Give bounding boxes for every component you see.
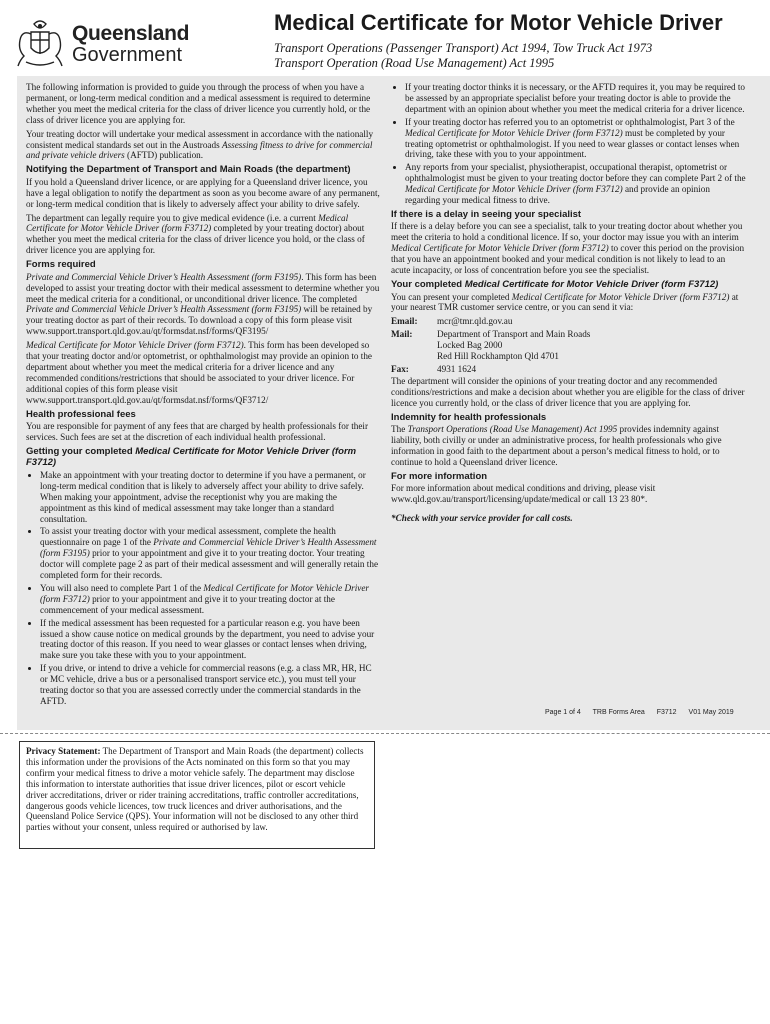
page-number: Page 1 of 4 bbox=[545, 709, 581, 716]
delay-paragraph: If there is a delay before you can see a specialist, talk to your treating doctor about whether you meet the criteria to hold a conditional licence. If so, your doctor may issue you with an interim Medical Certificate for Motor Vehicle Driver (form F3712) to cover this period on the provision that you have an appointment booked and your medical condition is not likely to lead to an acute incapacity, or loss of concentration before you see the specialist. bbox=[391, 221, 745, 276]
list-item: • If the medical assessment has been requested for a particular reason e.g. you have been issued a show cause notice on medical grounds by the department, you need to advise your treating doctor of this reason. If you need to wear glasses or contact lenses when driving, make sure you take these with you to your appointment. bbox=[40, 618, 381, 662]
queensland-government-logo bbox=[14, 16, 194, 70]
fax-value: 4931 1624 bbox=[437, 363, 477, 374]
consider-paragraph: The department will consider the opinions of your treating doctor and any recommended conditions/restrictions and make a decision about whether you are eligible for the class of driver licence you currently hold, or the class of driver licence that you are applying for. bbox=[391, 375, 745, 408]
list-item: • You will also need to complete Part 1 of the Medical Certificate for Motor Vehicle Driver (form F3712) prior to your appointment and give it to your treating doctor at the commencement of your medical assessment. bbox=[40, 583, 381, 616]
heading-delay: If there is a delay in seeing your specialist bbox=[391, 208, 582, 220]
act-references bbox=[274, 41, 652, 70]
contact-fax bbox=[391, 364, 746, 375]
heading-getting-certificate: Getting your completed Medical Certificate for Motor Vehicle Driver (form F3712) bbox=[26, 445, 357, 469]
list-item: • Make an appointment with your treating doctor to determine if you have a permanent, or long-term medical condition that is likely to adversely affect your ability to drive safely. When making your appointment, advise the receptionist why you are making the appointment as this kind of medical assessment may take longer than a standard consultation. bbox=[40, 470, 381, 525]
fax-label: Fax: bbox=[391, 363, 409, 374]
form-number: F3712 bbox=[656, 709, 677, 716]
mail-label: Mail: bbox=[391, 329, 413, 340]
getting-steps-list bbox=[26, 470, 381, 707]
heading-forms-required: Forms required bbox=[26, 259, 96, 271]
heading-indemnity: Indemnity for health professionals bbox=[391, 411, 547, 423]
contact-mail bbox=[391, 329, 746, 362]
mail-address: Department of Transport and Main Roads Locked Bag 2000 Red Hill Rockhampton Qld 4701 bbox=[437, 329, 591, 362]
heading-more-info: For more information bbox=[391, 470, 488, 482]
heading-fees: Health professional fees bbox=[26, 408, 136, 420]
logo-government: Government bbox=[72, 44, 183, 66]
more-info-paragraph: For more information about medical conditions and driving, please visit www.qld.gov.au/transport/licensing/update/medical or call 13 23 80*. bbox=[391, 483, 656, 505]
notify-paragraph-2: The department can legally require you to give medical evidence (i.e. a current Medical Certificate for Motor Vehicle Driver (form F3712) completed by your treating doctor) about whether you meet the medical criteria for the class of driver licence you hold, or the class of driver licence you are applying for. bbox=[26, 212, 365, 256]
privacy-text: The Department of Transport and Main Roads (the department) collects this information under the provisions of the Acts nominated on this form so that you may confirm your medical fitness to drive a motor vehicle safely. The department may disclose this information to interstate authorities that issue driver licences, pilot or escort vehicle driver accreditations, driver or rider training accreditations, traffic controller accreditations, dangerous goods vehicle licences, tow truck licences and driver authorisations, and the Queensland Police Service (QPS). Your information will not be disclosed to any other third parties without your consent, unless required or authorised by law. bbox=[26, 746, 364, 833]
act-line-1: Transport Operations (Passenger Transport) Act 1994, Tow Truck Act 1973 bbox=[274, 41, 653, 55]
left-column bbox=[26, 82, 381, 709]
privacy-statement bbox=[19, 741, 375, 849]
list-item: • If your treating doctor thinks it is necessary, or the AFTD requires it, you may be required to be assessed by an appropriate specialist before your treating doctor is able to provide the department with an opinion about whether you meet the medical criteria for a driver licence. bbox=[405, 82, 746, 115]
logo-queensland: Queensland bbox=[72, 22, 190, 45]
forms-paragraph-2: Medical Certificate for Motor Vehicle Driver (form F3712). This form has been developed so that your treating doctor and/or optometrist, or ophthalmologist may provide an opinion to the department about whether you meet the medical criteria for a driver licence and any recommended conditions/restrictions that should be associated to your driver licence. For additional copies of this form please visit www.support.transport.qld.gov.au/qt/formsdat.nsf/forms/QF3712/ bbox=[26, 340, 372, 405]
heading-notifying: Notifying the Department of Transport and Main Roads (the department) bbox=[26, 164, 351, 176]
privacy-label: Privacy Statement: bbox=[26, 746, 101, 756]
indemnity-paragraph: The Transport Operations (Road Use Management) Act 1995 provides indemnity against liability, both civilly or under an administrative process, for health professionals who give information in good faith to the department about a person’s medical fitness to hold, or to continue to hold a Queensland driver licence. bbox=[391, 424, 722, 467]
forms-area: TRB Forms Area bbox=[592, 709, 645, 716]
list-item: • If you drive, or intend to drive a vehicle for commercial reasons (e.g. a class MR, HR, HC or MC vehicle, drive a bus or a personalised transport service etc.), you must tell your treating doctor so that you are assessed correctly under the commercial standards in the AFTD. bbox=[40, 663, 381, 707]
form-version: V01 May 2019 bbox=[688, 709, 734, 716]
page-footer bbox=[545, 709, 744, 716]
forms-paragraph-1: Private and Commercial Vehicle Driver’s Health Assessment (form F3195). This form has been developed to assist your treating doctor with their medical assessment to determine whether you meet the medical criteria for a conditional, or unconditional driver licence. The completed Private and Commercial Vehicle Driver’s Health Assessment (form F3195) will be retained by your treating doctor as part of their records. To download a copy of this form please visit www.support.transport.qld.gov.au/qt/formsdat.nsf/forms/QF3195/ bbox=[26, 271, 380, 337]
email-value[interactable]: mcr@tmr.qld.gov.au bbox=[437, 316, 513, 327]
list-item: • To assist your treating doctor with your medical assessment, complete the health questionnaire on page 1 of the Private and Commercial Vehicle Driver’s Health Assessment (form F3195) prior to your appointment and give it to your treating doctor. Your treating doctor will complete page 2 as part of their medical assessment and will generally retain the completed form for their records. bbox=[40, 526, 381, 581]
intro-paragraph-1: The following information is provided to guide you through the process of when you have a permanent, or long-term medical condition and a medical assessment is required to determine whether you meet the medical criteria for the class of driver licence you currently hold, or the class of driver licence you are applying for. bbox=[26, 82, 371, 125]
notify-paragraph-1: If you hold a Queensland driver licence, or are applying for a Queensland driver licence, you have a legal obligation to notify the department as soon as you become aware of any permanent, or long-term medical condition that is likely to adversely affect your ability to drive safely. bbox=[26, 176, 380, 209]
heading-completed-certificate: Your completed Medical Certificate for Motor Vehicle Driver (form F3712) bbox=[391, 279, 719, 290]
fees-paragraph: You are responsible for payment of any fees that are charged by health professionals for their services. Such fees are set at the discretion of each individual health professional. bbox=[26, 421, 369, 442]
contact-email bbox=[391, 316, 746, 327]
list-item: • If your treating doctor has referred you to an optometrist or ophthalmologist, Part 3 of the Medical Certificate for Motor Vehicle Driver (form F3712) must be completed by your treating optometrist or ophthalmologist. If you need to wear glasses or contact lenses when driving, take these with you to your appointment. bbox=[405, 117, 746, 161]
right-column bbox=[391, 82, 746, 527]
intro-paragraph-2: Your treating doctor will undertake your medical assessment in accordance with the nationally consistent medical standards set out in the Austroads Assessing fitness to drive for commercial and private vehicle drivers (AFTD) publication. bbox=[26, 128, 374, 161]
act-line-2: Transport Operation (Road Use Management) Act 1995 bbox=[274, 55, 555, 70]
completed-paragraph: You can present your completed Medical Certificate for Motor Vehicle Driver (form F3712) at your nearest TMR customer service centre, or you can send it via: bbox=[391, 291, 739, 313]
coat-of-arms-icon bbox=[14, 16, 66, 70]
email-label: Email: bbox=[391, 316, 418, 327]
page-title: Medical Certificate for Motor Vehicle Driver bbox=[274, 10, 723, 35]
list-item: • Any reports from your specialist, physiotherapist, occupational therapist, optometrist or ophthalmologist must be given to your treating doctor before they can complete Part 2 of the Medical Certificate for Motor Vehicle Driver (form F3712) and provide an opinion regarding your medical fitness to drive. bbox=[405, 162, 746, 206]
tear-line bbox=[0, 733, 770, 734]
call-cost-note: *Check with your service provider for call costs. bbox=[391, 513, 573, 523]
specialist-list bbox=[391, 82, 746, 206]
